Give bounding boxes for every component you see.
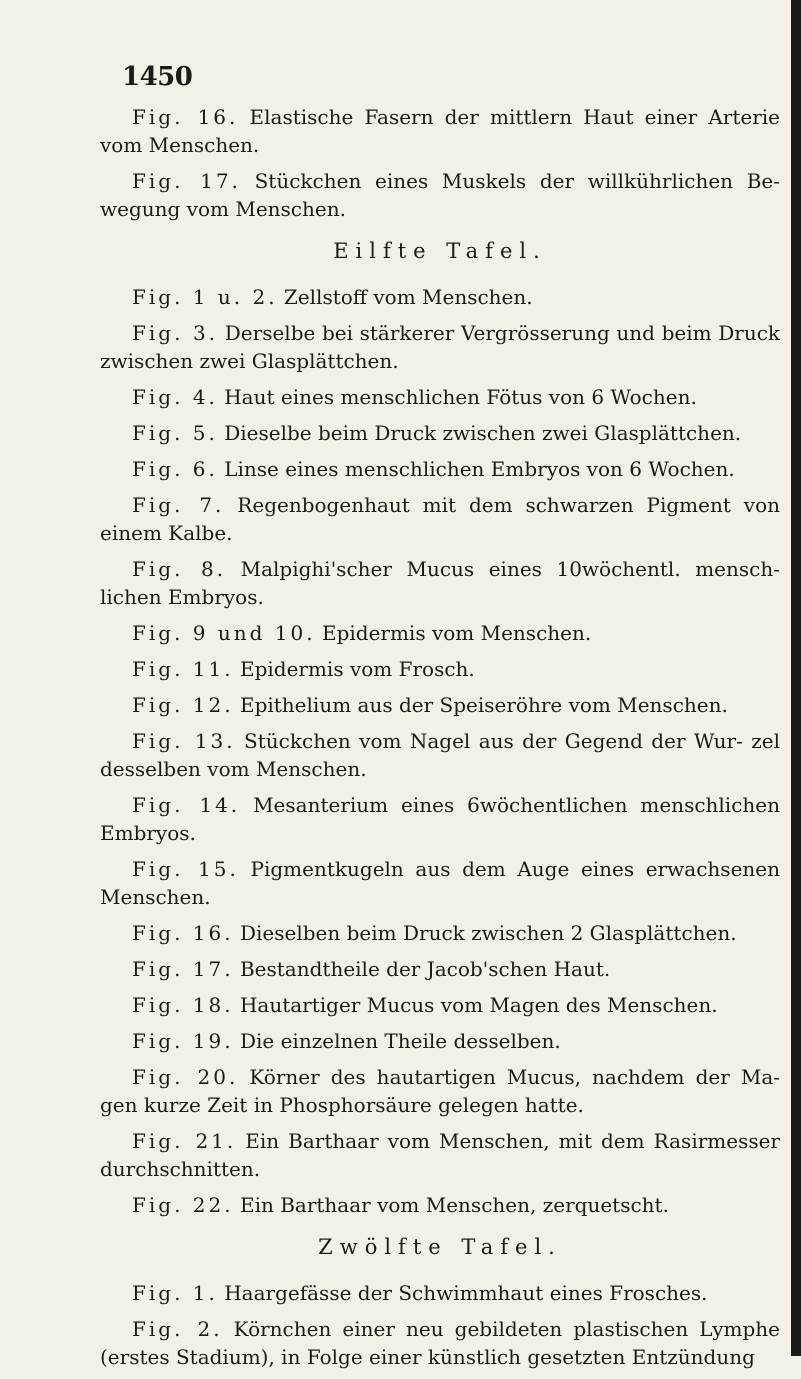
figure-description: Bestandtheile der Jacob'schen Haut. — [239, 957, 611, 981]
figure-description: Stückchen vom Nagel aus der Gegend der Wur- zel desselben vom Menschen. — [100, 729, 780, 781]
figure-label: Fig. 1. — [132, 1281, 218, 1305]
legend-entry — [100, 455, 780, 483]
figure-description: Regenbogenhaut mit dem schwarzen Pigment von einem Kalbe. — [100, 493, 781, 545]
figure-label: Fig. 16. — [132, 105, 239, 129]
heading-eleventh-plate: Eilfte Tafel. — [333, 239, 547, 263]
legend-entry — [100, 991, 780, 1019]
figure-label: Fig. 21. — [132, 1129, 237, 1153]
legend-entry — [100, 383, 780, 411]
figure-description: Epidermis vom Menschen. — [321, 621, 592, 645]
legend-entry — [100, 419, 780, 447]
figure-label: Fig. 2. — [132, 1317, 223, 1341]
figure-label: Fig. 1 u. 2. — [132, 285, 278, 309]
figure-label: Fig. 13. — [132, 729, 236, 753]
legend-entry — [100, 1191, 780, 1219]
figure-description: Haargefässe der Schwimmhaut eines Frosches. — [224, 1281, 708, 1305]
legend-entry — [100, 919, 780, 947]
legend-entry — [100, 619, 780, 647]
legend-entry — [100, 167, 780, 223]
legend-entry — [100, 555, 780, 611]
legend-entry — [100, 691, 780, 719]
figure-description: Hautartiger Mucus vom Magen des Menschen. — [239, 993, 718, 1017]
section-eleventh-plate — [100, 283, 780, 1219]
page-edge-shadow — [791, 0, 801, 1356]
figure-label: Fig. 22. — [132, 1193, 234, 1217]
figure-label: Fig. 6. — [132, 457, 218, 481]
figure-description: Zellstoff vom Menschen. — [283, 285, 533, 309]
legend-entry — [100, 1279, 780, 1307]
figure-label: Fig. 14. — [132, 793, 241, 817]
figure-label: Fig. 15. — [132, 857, 239, 881]
figure-description: Dieselbe beim Druck zwischen zwei Glasplättchen. — [224, 421, 742, 445]
legend-entry — [100, 283, 780, 311]
legend-entry — [100, 103, 780, 159]
legend-entry — [100, 727, 780, 783]
legend-entry — [100, 1063, 780, 1119]
figure-label: Fig. 12. — [132, 693, 234, 717]
figure-label: Fig. 17. — [132, 957, 234, 981]
figure-description: Dieselben beim Druck zwischen 2 Glasplättchen. — [239, 921, 737, 945]
figure-description: Epithelium aus der Speiseröhre vom Menschen. — [239, 693, 728, 717]
figure-description: Körnchen einer neu gebildeten plastischen Lymphe (erstes Stadium), in Folge einer künstlich gesetzten Entzündung — [100, 1317, 781, 1369]
legend-entry — [100, 791, 780, 847]
figure-description: Elastische Fasern der mittlern Haut einer Arterie vom Menschen. — [100, 105, 780, 157]
figure-description: Pigmentkugeln aus dem Auge eines erwachsenen Menschen. — [100, 857, 780, 909]
figure-label: Fig. 20. — [132, 1065, 239, 1089]
figure-description: Ein Barthaar vom Menschen, mit dem Rasirmesser durchschnitten. — [100, 1129, 780, 1181]
figure-label: Fig. 17. — [132, 169, 241, 193]
figure-description: Derselbe bei stärkerer Vergrösserung und beim Druck zwischen zwei Glasplättchen. — [100, 321, 781, 373]
figure-description: Haut eines menschlichen Fötus von 6 Wochen. — [224, 385, 697, 409]
figure-label: Fig. 16. — [132, 921, 234, 945]
figure-label: Fig. 8. — [132, 557, 227, 581]
figure-description: Stückchen eines Muskels der willkührlichen Be- wegung vom Menschen. — [100, 169, 781, 221]
figure-label: Fig. 7. — [132, 493, 225, 517]
legend-entry — [100, 655, 780, 683]
figure-label: Fig. 3. — [132, 321, 219, 345]
figure-description: Epidermis vom Frosch. — [239, 657, 475, 681]
legend-entry — [100, 1127, 780, 1183]
legend-entry — [100, 955, 780, 983]
legend-entry — [100, 1027, 780, 1055]
figure-description: Körner des hautartigen Mucus, nachdem der Ma- gen kurze Zeit in Phosphorsäure gelegen hatte. — [100, 1065, 780, 1117]
figure-description: Ein Barthaar vom Menschen, zerquetscht. — [239, 1193, 669, 1217]
figure-description: Mesanterium eines 6wöchentlichen menschlichen Embryos. — [100, 793, 781, 845]
section-tenth-plate-continued — [100, 103, 780, 223]
page-number: 1450 — [122, 62, 193, 92]
heading-twelfth-plate: Zwölfte Tafel. — [318, 1235, 562, 1259]
section-twelfth-plate — [100, 1279, 780, 1371]
figure-label: Fig. 9 und 10. — [132, 621, 316, 645]
legend-entry — [100, 319, 780, 375]
figure-description: Malpighi'scher Mucus eines 10wöchentl. mensch- lichen Embryos. — [100, 557, 780, 609]
legend-entry — [100, 1315, 780, 1371]
figure-label: Fig. 18. — [132, 993, 234, 1017]
legend-entry — [100, 855, 780, 911]
figure-description: Linse eines menschlichen Embryos von 6 Wochen. — [224, 457, 735, 481]
figure-legend-text — [100, 103, 780, 1379]
figure-description: Die einzelnen Theile desselben. — [239, 1029, 561, 1053]
figure-label: Fig. 5. — [132, 421, 218, 445]
figure-label: Fig. 4. — [132, 385, 218, 409]
legend-entry — [100, 491, 780, 547]
figure-label: Fig. 11. — [132, 657, 234, 681]
figure-label: Fig. 19. — [132, 1029, 234, 1053]
